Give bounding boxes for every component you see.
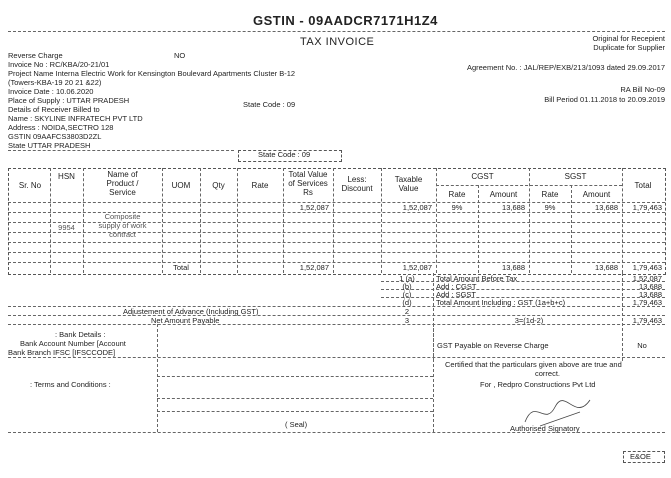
row-hsn: 9954 [58, 223, 75, 232]
receiver-address: Address : NOIDA,SECTRO 128 [8, 123, 114, 132]
signature-scribble [520, 392, 600, 432]
total-row-cgst-amount: 13,688 [502, 263, 525, 272]
reverse-charge-label: Reverse Charge [8, 51, 63, 60]
product-header-line: Service [109, 188, 136, 197]
copy-duplicate-label: Duplicate for Supplier [593, 43, 665, 52]
col-header-taxable-value [381, 175, 436, 193]
gstin-title: GSTIN - 09AADCR7171H1Z4 [253, 13, 438, 28]
summary-value-b: 13,688 [639, 282, 662, 291]
agreement-number: Agreement No. : JAL/REP/EXB/213/1093 dated 29.09.2017 [466, 63, 665, 72]
authorised-signatory: Authorised Signatory [510, 424, 580, 433]
invoice-number: Invoice No : RC/KBA/20-21/01 [8, 60, 110, 69]
row-sgst-amount: 13,688 [595, 203, 618, 212]
receiver-heading: Details of Receiver Billed to [8, 105, 100, 114]
reverse-charge-value: NO [174, 51, 186, 60]
summary-value-a: 1,52,087 [632, 274, 662, 283]
bank-account-label: Bank Account Number [Account [20, 339, 126, 348]
total-row-total-value: 1,52,087 [299, 263, 329, 272]
project-name: Project Name Interna Electric Work for Kensington Boulevard Apartments Cluster B-12 [8, 69, 296, 78]
state-underline [8, 150, 234, 151]
summary-tag-c: (c) [402, 290, 412, 299]
row-line [8, 242, 665, 243]
terms-line [157, 376, 433, 377]
taxable-header-line: Value [398, 184, 419, 193]
col-header-cgst-amount: Amount [489, 190, 518, 199]
invoice-date: Invoice Date : 10.06.2020 [8, 87, 94, 96]
middle-divider [433, 324, 434, 432]
total-value-header-line: Rs [303, 188, 313, 197]
discount-header-line: Discount [341, 184, 373, 193]
col-header-discount [333, 175, 381, 193]
summary-label-c: Add : SGST [436, 290, 477, 299]
adjustment-label: Adjustement of Advance (Including GST) [123, 307, 259, 316]
summary-value-d: 1,79,463 [632, 298, 662, 307]
certification-line-2: correct. [535, 369, 561, 378]
net-amount-tag: 3 [404, 316, 410, 325]
summary-value-c: 13,688 [639, 290, 662, 299]
total-value-header-line: of Services [288, 179, 328, 188]
eoe-label: E&OE [630, 452, 651, 461]
total-row-taxable-value: 1,52,087 [402, 263, 432, 272]
net-amount-value: 1,79,463 [632, 316, 662, 325]
summary-tag-d: (d) [402, 298, 412, 307]
total-row-divider [8, 262, 665, 263]
col-divider [436, 168, 437, 273]
row-cgst-rate: 9% [451, 203, 463, 212]
terms-line [157, 398, 433, 399]
total-row-sgst-amount: 13,688 [595, 263, 618, 272]
summary-tag-a: 1 (a) [399, 274, 415, 283]
certification-company: For , Redpro Constructions Pvt Ltd [480, 380, 596, 389]
footer-line [8, 432, 665, 433]
bill-period: Bill Period 01.11.2018 to 20.09.2019 [544, 95, 665, 104]
col-header-uom: UOM [171, 181, 191, 190]
gst-reverse-value: No [637, 341, 647, 350]
total-row-label: Total [173, 263, 189, 272]
col-header-cgst-rate: Rate [448, 190, 466, 199]
col-header-sgst-amount: Amount [582, 190, 611, 199]
summary-tag-b: (b) [402, 282, 412, 291]
gst-reverse-label: GST Payable on Reverse Charge [437, 341, 549, 350]
col-header-qty: Qty [212, 181, 225, 190]
row-product [83, 212, 162, 239]
summary-line [8, 306, 665, 307]
row-cgst-amount: 13,688 [502, 203, 525, 212]
place-of-supply: Place of Supply : UTTAR PRADESH [8, 96, 130, 105]
col-header-sgst-rate: Rate [541, 190, 559, 199]
row-sgst-rate: 9% [544, 203, 556, 212]
ra-bill-number: RA Bill No-09 [620, 85, 665, 94]
bank-branch-label: Bank Branch IFSC [IFSCCODE] [8, 348, 116, 357]
col-header-total: Total [634, 181, 652, 190]
certification-line-1: Certified that the particulars given above are true and [445, 360, 622, 369]
copy-original-label: Original for Recepient [592, 34, 665, 43]
product-header-line: Name of [107, 170, 138, 179]
col-header-sgst: SGST [564, 172, 587, 181]
state-code-box-text: State Code : 09 [258, 150, 311, 159]
col-header-product [83, 170, 162, 197]
receiver-state: State UTTAR PRADESH [8, 141, 91, 150]
adjustment-tag: 2 [404, 307, 410, 316]
bank-bottom-line [8, 357, 665, 358]
col-header-cgst: CGST [471, 172, 494, 181]
col-header-sr-no: Sr. No [18, 181, 42, 190]
terms-line [157, 411, 433, 412]
row-line [8, 252, 665, 253]
receiver-gstin: GSTIN 09AAFCS3803D2ZL [8, 132, 102, 141]
summary-label-a: Total Amount Before Tax [436, 274, 518, 283]
terms-heading: : Terms and Conditions : [30, 380, 111, 389]
product-line: supply of work [98, 221, 147, 230]
summary-label-d: Total Amount Including : GST (1a+b+c) [436, 298, 566, 307]
taxable-header-line: Taxable [394, 175, 423, 184]
row-taxable-value: 1,52,087 [402, 203, 432, 212]
col-divider [50, 168, 51, 273]
summary-label-b: Add : CGST [436, 282, 477, 291]
row-total: 1,79,463 [632, 203, 662, 212]
total-value-header-line: Total Value [288, 170, 328, 179]
net-amount-label: Net Amount Payable [151, 316, 220, 325]
project-name-continued: (Towers-KBA-19 20 21 &22) [8, 78, 102, 87]
product-line: Composite [104, 212, 141, 221]
col-divider [529, 168, 530, 273]
total-row-total: 1,79,463 [632, 263, 662, 272]
product-header-line: Product / [106, 179, 139, 188]
bank-heading: : Bank Details : [55, 330, 106, 339]
seal-label: ( Seal) [285, 420, 308, 429]
row-total-value: 1,52,087 [299, 203, 329, 212]
doc-type-title: TAX INVOICE [300, 36, 375, 48]
discount-header-line: Less: [347, 175, 367, 184]
state-code-top: State Code : 09 [243, 100, 296, 109]
col-header-rate: Rate [251, 181, 269, 190]
receiver-name: Name : SKYLINE INFRATECH PVT LTD [8, 114, 143, 123]
product-line: contract [109, 230, 136, 239]
bank-divider [157, 324, 158, 432]
col-header-hsn: HSN [58, 172, 75, 181]
col-header-total-value [283, 170, 333, 197]
net-amount-formula: 3=(1d-2) [514, 316, 544, 325]
header-divider [8, 31, 665, 32]
